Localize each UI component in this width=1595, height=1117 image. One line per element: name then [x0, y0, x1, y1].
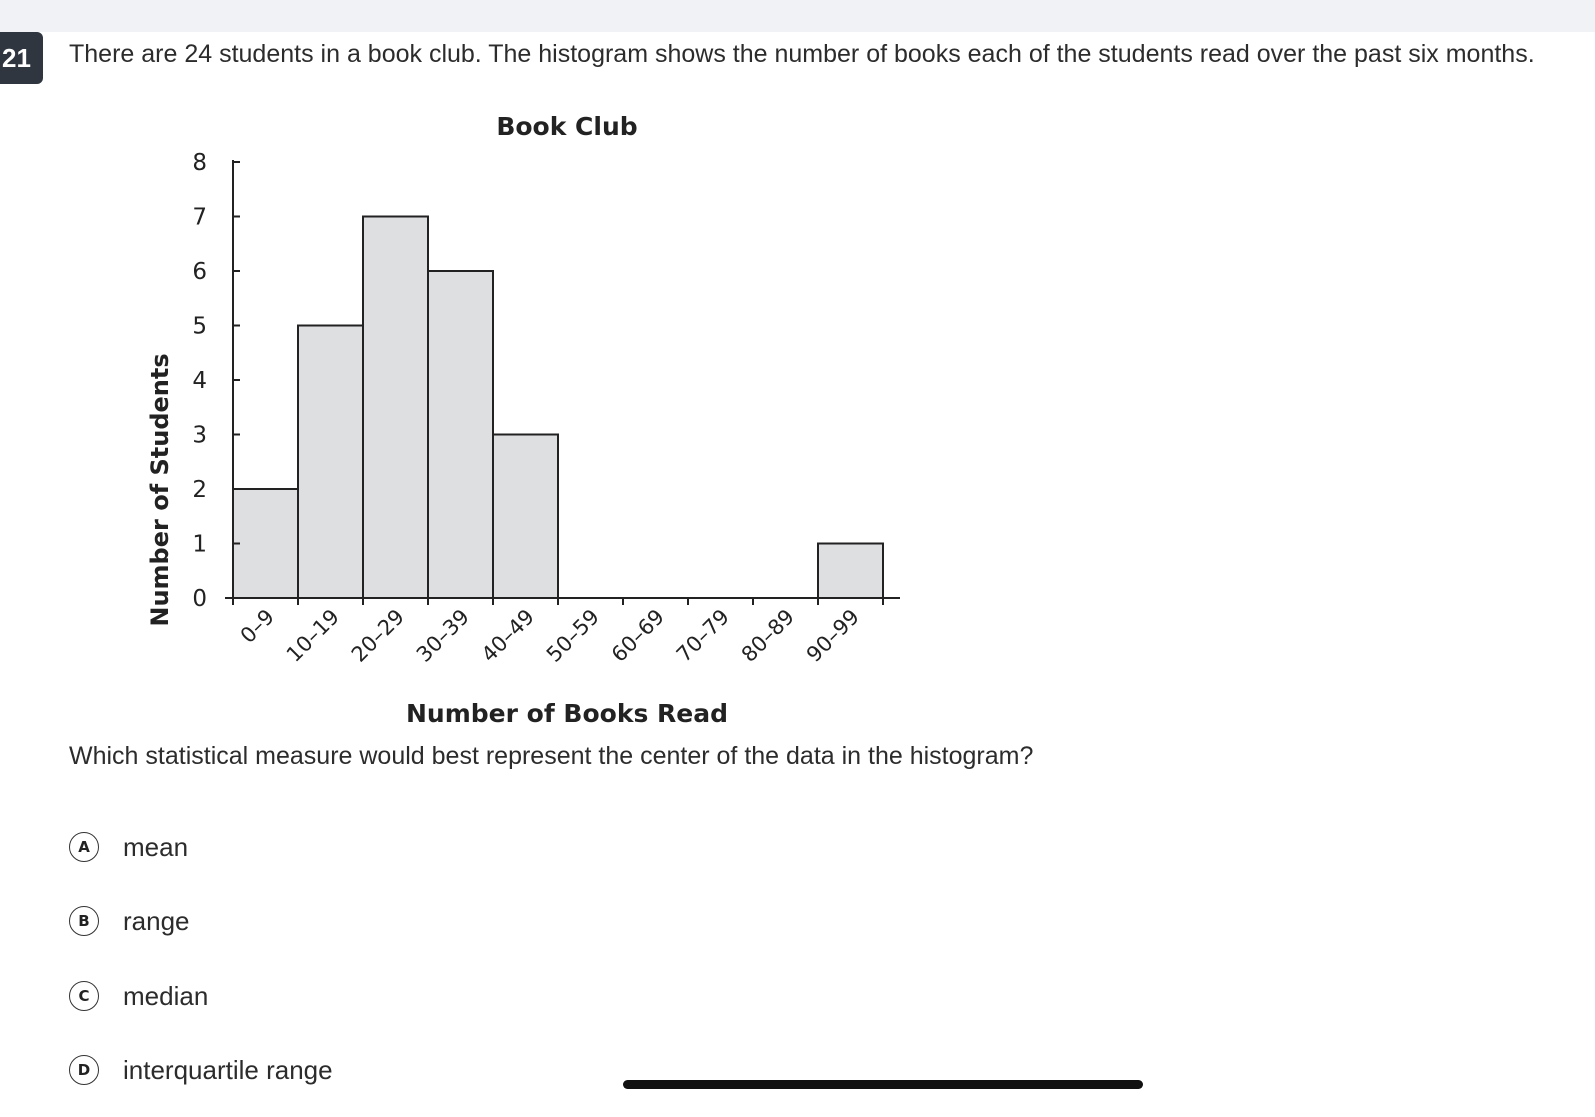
home-indicator[interactable] [623, 1080, 1143, 1089]
chart-y-axis-label: Number of Students [146, 353, 174, 627]
y-tick-label: 3 [192, 422, 207, 449]
histogram-bar [493, 435, 558, 599]
choice-a[interactable] [69, 830, 188, 864]
x-tick-label: 40–49 [476, 604, 540, 667]
y-tick-label: 1 [192, 531, 207, 558]
choice-c-text: median [123, 980, 209, 1011]
chart-x-axis-label: Number of Books Read [406, 699, 728, 728]
y-tick-label: 5 [192, 313, 207, 340]
histogram-bar [233, 489, 298, 598]
histogram-bar [363, 217, 428, 599]
x-tick-label: 20–29 [346, 604, 410, 667]
choice-a-text: mean [123, 831, 189, 862]
chart-title: Book Club [496, 112, 638, 141]
x-tick-label: 60–69 [606, 604, 670, 667]
y-tick-label: 7 [192, 204, 207, 231]
choice-d-letter: D [69, 1055, 99, 1085]
choice-c-letter: C [69, 981, 99, 1011]
question-ask: Which statistical measure would best represent the center of the data in the histogram? [69, 742, 1034, 770]
y-tick-label: 6 [192, 259, 207, 285]
choice-b-letter: B [69, 906, 99, 936]
x-tick-label: 10–19 [281, 604, 345, 667]
y-tick-label: 8 [192, 150, 207, 176]
choice-b-text: range [123, 905, 190, 936]
histogram-bar [298, 326, 363, 599]
question-prompt: There are 24 students in a book club. The histogram shows the number of books each of the students read over the past six months. [69, 40, 1535, 68]
histogram-bar [818, 544, 883, 599]
x-tick-label: 70–79 [671, 604, 735, 667]
top-strip [0, 0, 1595, 32]
y-tick-label: 4 [192, 368, 207, 394]
choice-d-text: interquartile range [123, 1054, 333, 1085]
choice-d[interactable] [69, 1053, 333, 1087]
histogram-svg [130, 105, 930, 735]
histogram-bar [428, 271, 493, 598]
x-tick-label: 50–59 [541, 604, 605, 667]
x-tick-label: 30–39 [411, 604, 475, 667]
choice-c[interactable] [69, 979, 208, 1013]
choice-b[interactable] [69, 904, 190, 938]
x-tick-label: 0–9 [235, 604, 280, 648]
y-tick-label: 0 [192, 586, 207, 612]
x-tick-label: 80–89 [736, 604, 800, 667]
choice-a-letter: A [69, 832, 99, 862]
x-tick-label: 90–99 [801, 604, 865, 667]
question-number-badge: 21 [0, 32, 43, 84]
y-tick-label: 2 [192, 477, 207, 503]
histogram-chart [130, 105, 930, 735]
